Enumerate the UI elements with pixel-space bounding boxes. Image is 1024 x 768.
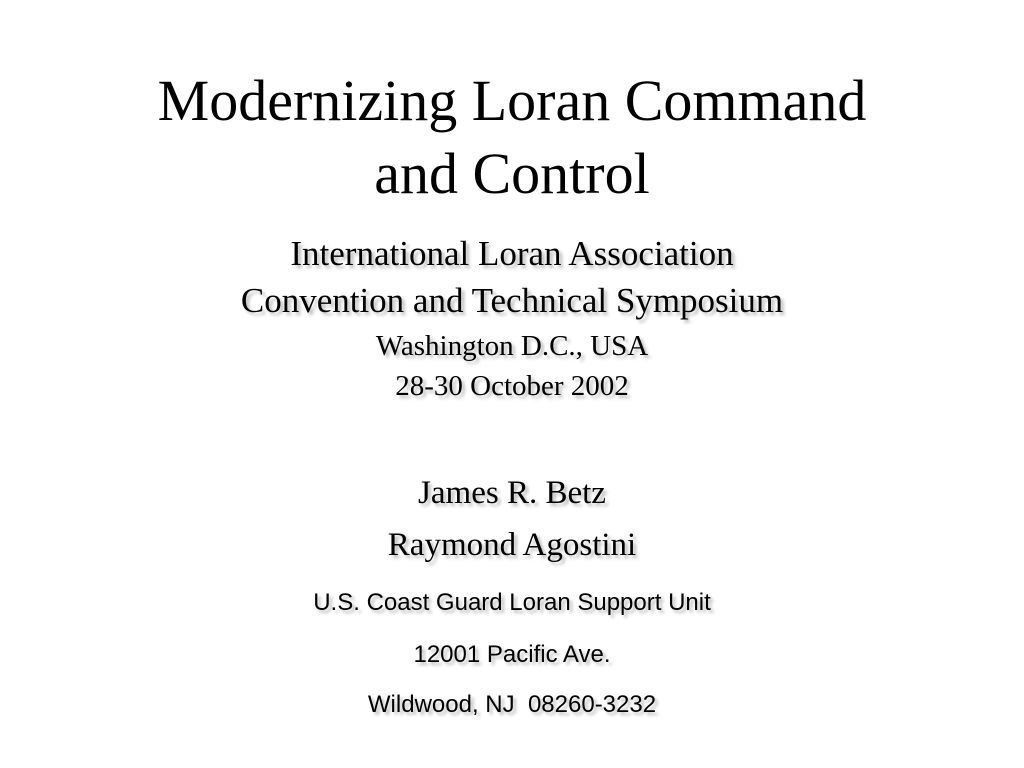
author-name: James R. Betz: [418, 475, 606, 511]
author-name: Raymond Agostini: [387, 527, 637, 563]
city-state-zip: Wildwood, NJ 08260-3232: [367, 691, 657, 718]
event-dates: 28-30 October 2002: [395, 370, 629, 402]
event-name: International Loran Association: [290, 234, 734, 273]
title-line-1: Modernizing Loran Command: [157, 68, 867, 133]
event-subtitle: Convention and Technical Symposium: [240, 281, 784, 320]
title-line-2: and Control: [374, 141, 650, 206]
street-address: 12001 Pacific Ave.: [413, 641, 611, 668]
organization-name: U.S. Coast Guard Loran Support Unit: [313, 589, 711, 616]
event-location: Washington D.C., USA: [375, 330, 649, 362]
